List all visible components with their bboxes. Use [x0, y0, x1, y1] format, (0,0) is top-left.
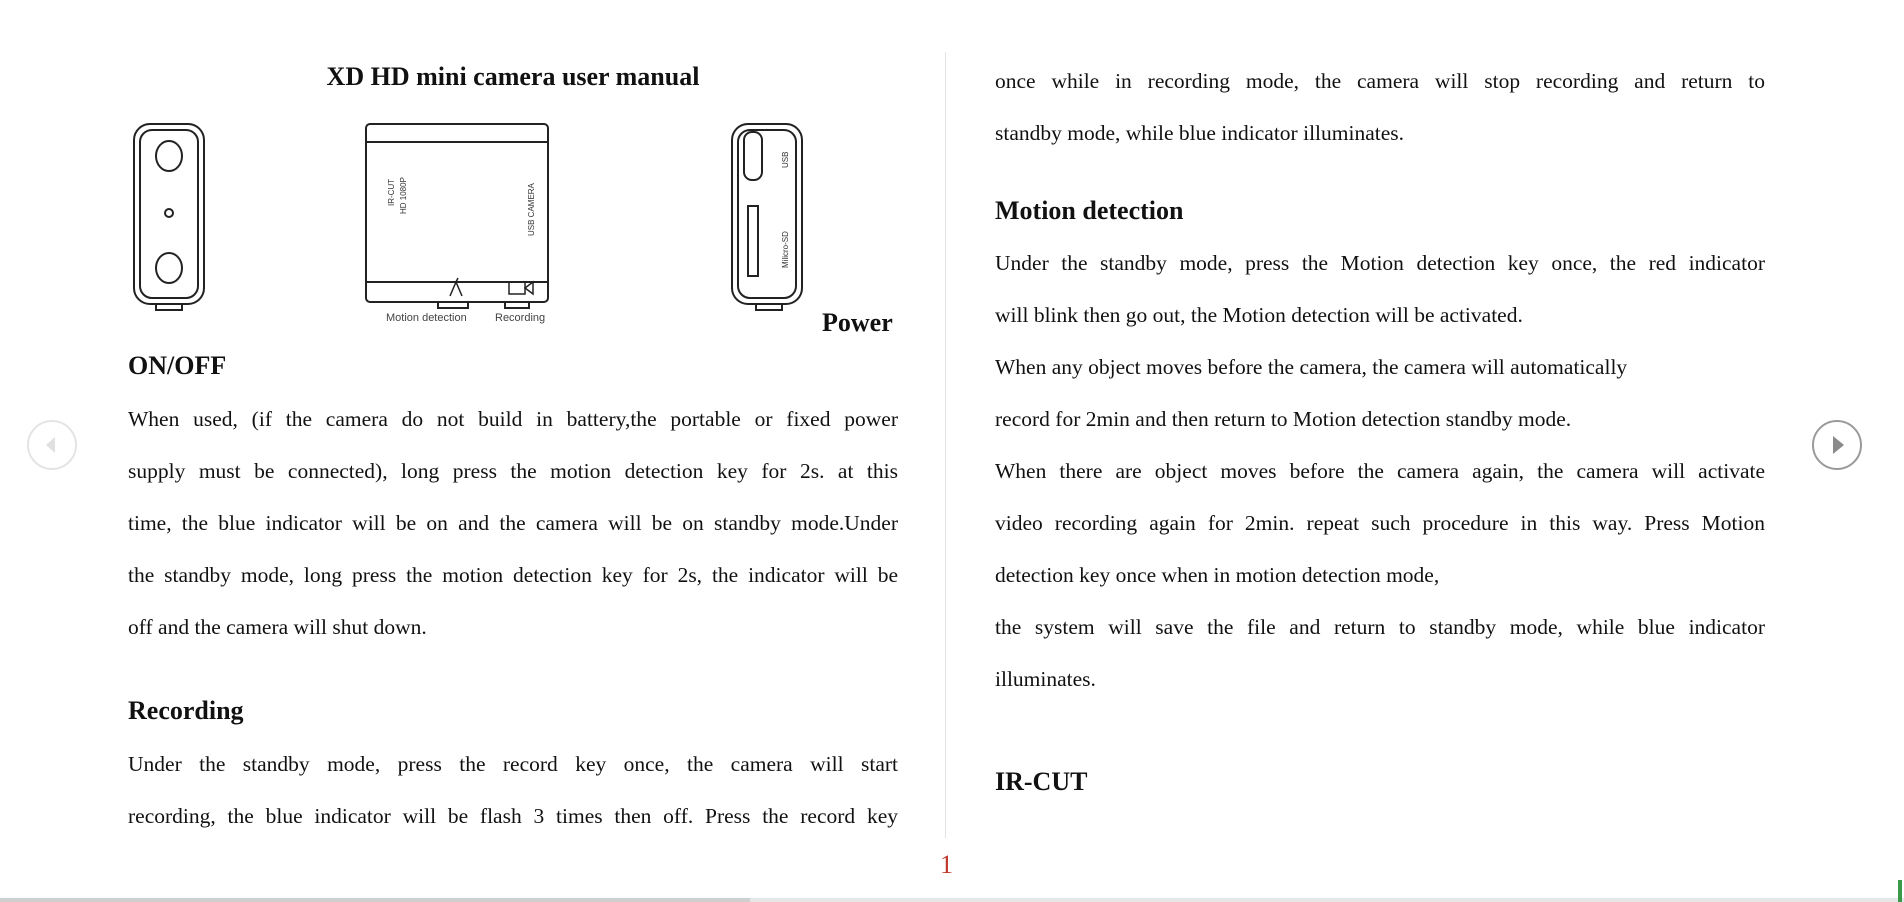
front-label-ircut: IR-CUT	[387, 178, 396, 206]
motion-line: will blink then go out, the Motion detection will be activated.	[995, 303, 1523, 327]
onoff-line: supply must be connected), long press the motion detection key for 2s. at this	[128, 459, 898, 483]
recording-cont-line: standby mode, while blue indicator illuminates.	[995, 121, 1405, 145]
recording-line: recording, the blue indicator will be flash 3 times then off. Press the record key	[128, 804, 898, 828]
recording-heading: Recording	[128, 696, 244, 725]
horizontal-scrollbar-thumb[interactable]	[0, 898, 750, 902]
column-divider	[945, 52, 946, 838]
page-number: 1	[940, 850, 953, 879]
onoff-line: time, the blue indicator will be on and the camera will be on standby mode.Under	[128, 511, 898, 535]
side-label-microsd: Milicro-SD	[781, 231, 790, 268]
camera-side-view-left	[134, 124, 204, 310]
recording-line: Under the standby mode, press the record key once, the camera will start	[128, 752, 898, 776]
motion-line: When there are object moves before the camera again, the camera will activate	[995, 459, 1765, 483]
motion-line: the system will save the file and return to standby mode, while blue indicator	[995, 615, 1765, 639]
motion-line: detection key once when in motion detection mode,	[995, 563, 1440, 587]
front-label-usbcamera: USB CAMERA	[527, 183, 536, 236]
recording-cont-line: once while in recording mode, the camera will stop recording and return to	[995, 69, 1765, 93]
chevron-right-icon	[1814, 422, 1860, 468]
onoff-line: When used, (if the camera do not build in battery,the portable or fixed power	[128, 407, 898, 431]
ircut-heading: IR-CUT	[995, 767, 1088, 796]
motion-line: video recording again for 2min. repeat such procedure in this way. Press Motion	[995, 511, 1765, 535]
document-title: XD HD mini camera user manual	[326, 62, 700, 91]
onoff-paragraph	[128, 393, 898, 653]
camera-side-view-right	[732, 124, 802, 310]
onoff-line: the standby mode, long press the motion detection key for 2s, the indicator will be	[128, 563, 898, 587]
onoff-line: off and the camera will shut down.	[128, 615, 427, 639]
onoff-heading: ON/OFF	[128, 351, 227, 380]
power-label: Power	[822, 308, 893, 337]
recording-continued-paragraph	[995, 55, 1765, 159]
chevron-left-icon	[29, 422, 75, 468]
caption-motion-detection: Motion detection	[386, 312, 467, 324]
motion-detection-paragraph	[995, 237, 1765, 705]
motion-detection-heading: Motion detection	[995, 196, 1184, 225]
motion-line: Under the standby mode, press the Motion detection key once, the red indicator	[995, 251, 1765, 275]
side-label-usb: USB	[781, 151, 790, 168]
motion-line: illuminates.	[995, 667, 1096, 691]
caption-recording: Recording	[495, 312, 546, 324]
vertical-scrollbar-indicator[interactable]	[1898, 880, 1902, 902]
motion-line: record for 2min and then return to Motion detection standby mode.	[995, 407, 1572, 431]
recording-paragraph	[128, 738, 898, 842]
front-label-hd1080p: HD 1080P	[399, 177, 408, 214]
next-page-button[interactable]	[1812, 420, 1862, 470]
motion-line: When any object moves before the camera, the camera will automatically	[995, 355, 1628, 379]
camera-front-view	[366, 124, 548, 308]
prev-page-button[interactable]	[27, 420, 77, 470]
camera-diagram	[120, 110, 910, 340]
